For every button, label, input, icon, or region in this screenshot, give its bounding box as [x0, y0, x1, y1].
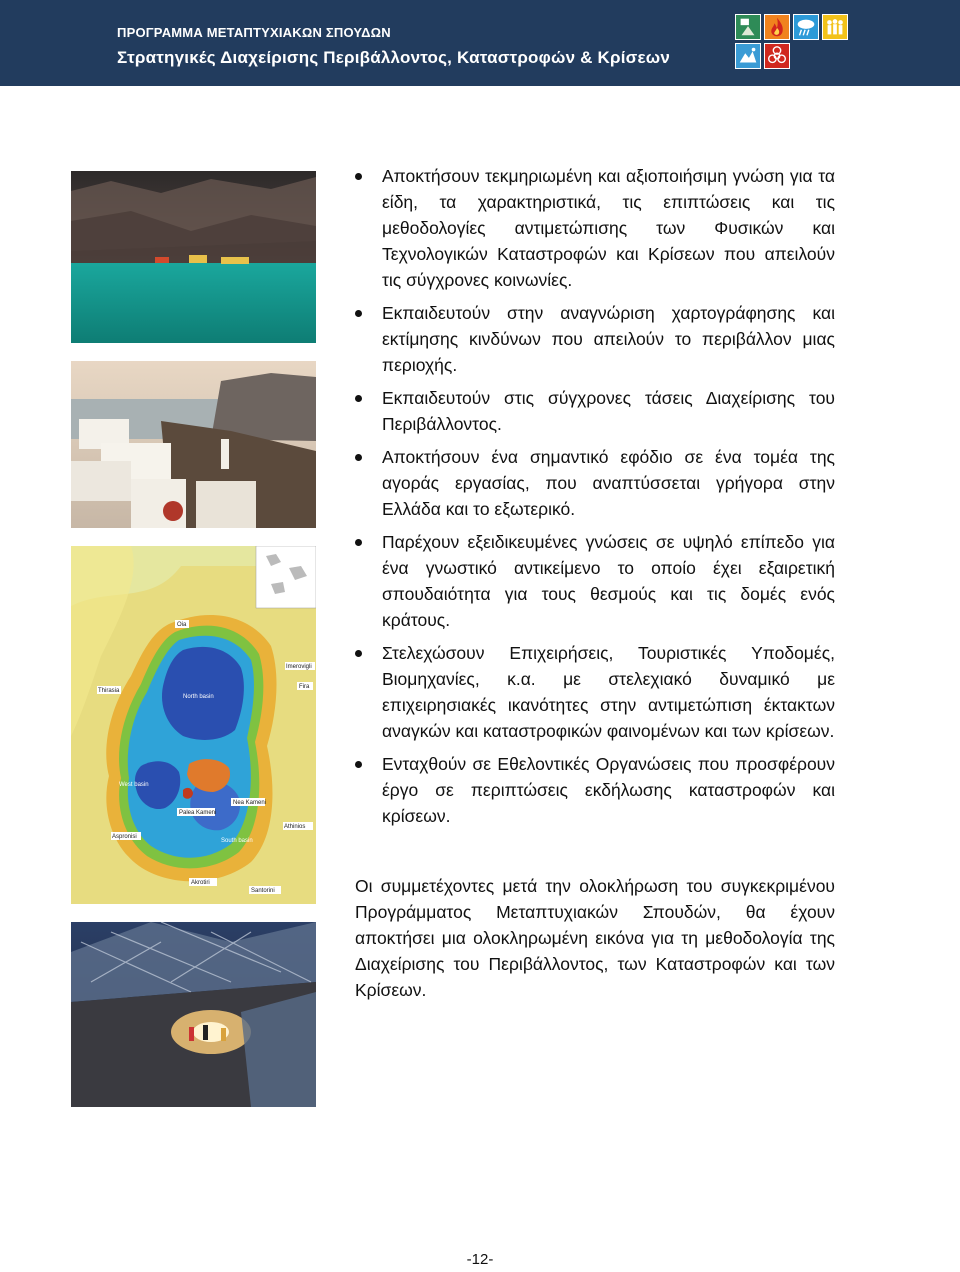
fire-icon — [764, 14, 790, 40]
harbor-cliffs-photo — [71, 171, 316, 343]
map-label: Thirasia — [98, 688, 120, 694]
map-label: Nea Kameni — [233, 800, 267, 806]
bathymetric-map — [71, 546, 316, 904]
storm-icon — [793, 14, 819, 40]
list-item-text: Παρέχουν εξειδικευμένες γνώσεις σε υψηλό επίπεδο για ένα γνωστικό αντικείμενο το οποίο έχει εξαιρετική σπουδαιότητα για τους θεσμούς και τις δομές ενός κράτους. — [382, 532, 835, 630]
page-number: -12- — [466, 1251, 494, 1268]
environment-icon — [735, 14, 761, 40]
list-item — [355, 163, 835, 293]
map-label: Palea Kameni — [179, 810, 217, 816]
list-item-text: Στελεχώσουν Επιχειρήσεις, Τουριστικές Υποδομές, Βιομηχανίες, κ.α. με στελεχιακό δυναμικό με επιχειρησιακές ικανότητες στην αντιμετώπιση έκτακτων αναγκών και καταστροφικών φαινομένων και των κρίσεων. — [382, 643, 835, 741]
list-item — [355, 385, 835, 437]
map-label: Athinios — [284, 824, 306, 830]
bullet-icon — [355, 395, 362, 402]
bullet-icon — [355, 539, 362, 546]
list-item — [355, 640, 835, 744]
objectives-list — [355, 163, 835, 836]
list-item — [355, 751, 835, 829]
bullet-icon — [355, 310, 362, 317]
bullet-icon — [355, 173, 362, 180]
map-label: Santorini — [251, 888, 275, 894]
map-label: Imerovigli — [286, 664, 312, 670]
list-item-text: Ενταχθούν σε Εθελοντικές Οργανώσεις που προσφέρουν έργο σε περιπτώσεις εκδήλωσης καταστροφών και κρίσεων. — [382, 754, 835, 826]
list-item — [355, 300, 835, 378]
map-label: Akrotiri — [191, 880, 210, 886]
course-title: Στρατηγικές Διαχείρισης Περιβάλλοντος, Καταστροφών & Κρίσεων — [117, 48, 670, 67]
list-item-text: Αποκτήσουν ένα σημαντικό εφόδιο σε ένα τομέα της αγοράς εργασίας, που αναπτύσσεται γρήγορα στην Ελλάδα και το εξωτερικό. — [382, 447, 835, 519]
page-header — [0, 0, 960, 86]
program-title: ΠΡΟΓΡΑΜΜΑ ΜΕΤΑΠΤΥΧΙΑΚΩΝ ΣΠΟΥΔΩΝ — [117, 25, 391, 40]
crisis-icon — [735, 43, 761, 69]
bullet-icon — [355, 650, 362, 657]
cliff-village-photo — [71, 361, 316, 528]
collapsed-building-photo — [71, 922, 316, 1107]
map-label: Oia — [177, 622, 187, 628]
list-item-text: Εκπαιδευτούν στις σύγχρονες τάσεις Διαχείρισης του Περιβάλλοντος. — [382, 388, 835, 434]
people-icon — [822, 14, 848, 40]
map-label: Fira — [299, 684, 310, 690]
list-item-text: Αποκτήσουν τεκμηριωμένη και αξιοποιήσιμη γνώση για τα είδη, τα χαρακτηριστικά, τις επιπτώσεις και τις μεθοδολογίες αντιμετώπισης των Φυσικών και Τεχνολογικών Καταστροφών και Κρίσεων που απειλούν τις σύγχρονες κοινωνίες. — [382, 166, 835, 290]
logo — [735, 14, 847, 74]
list-item — [355, 444, 835, 522]
conclusion-paragraph: Οι συμμετέχοντες μετά την ολοκλήρωση του συγκεκριμένου Προγράμματος Μεταπτυχιακών Σπουδών, θα έχουν αποκτήσει μια ολοκληρωμένη εικόνα για τη μεθοδολογία της Διαχείρισης του Περιβάλλοντος, των Καταστροφών και των Κρίσεων. — [355, 876, 835, 1000]
bullet-icon — [355, 454, 362, 461]
map-label: West basin — [119, 782, 149, 788]
list-item — [355, 529, 835, 633]
list-item-text: Εκπαιδευτούν στην αναγνώριση χαρτογράφησης και εκτίμησης κινδύνων που απειλούν το περιβάλλον μιας περιοχής. — [382, 303, 835, 375]
map-label: Aspronisi — [112, 834, 137, 840]
map-label: North basin — [183, 694, 214, 700]
biohazard-icon — [764, 43, 790, 69]
map-label: South basin — [221, 838, 253, 844]
bullet-icon — [355, 761, 362, 768]
